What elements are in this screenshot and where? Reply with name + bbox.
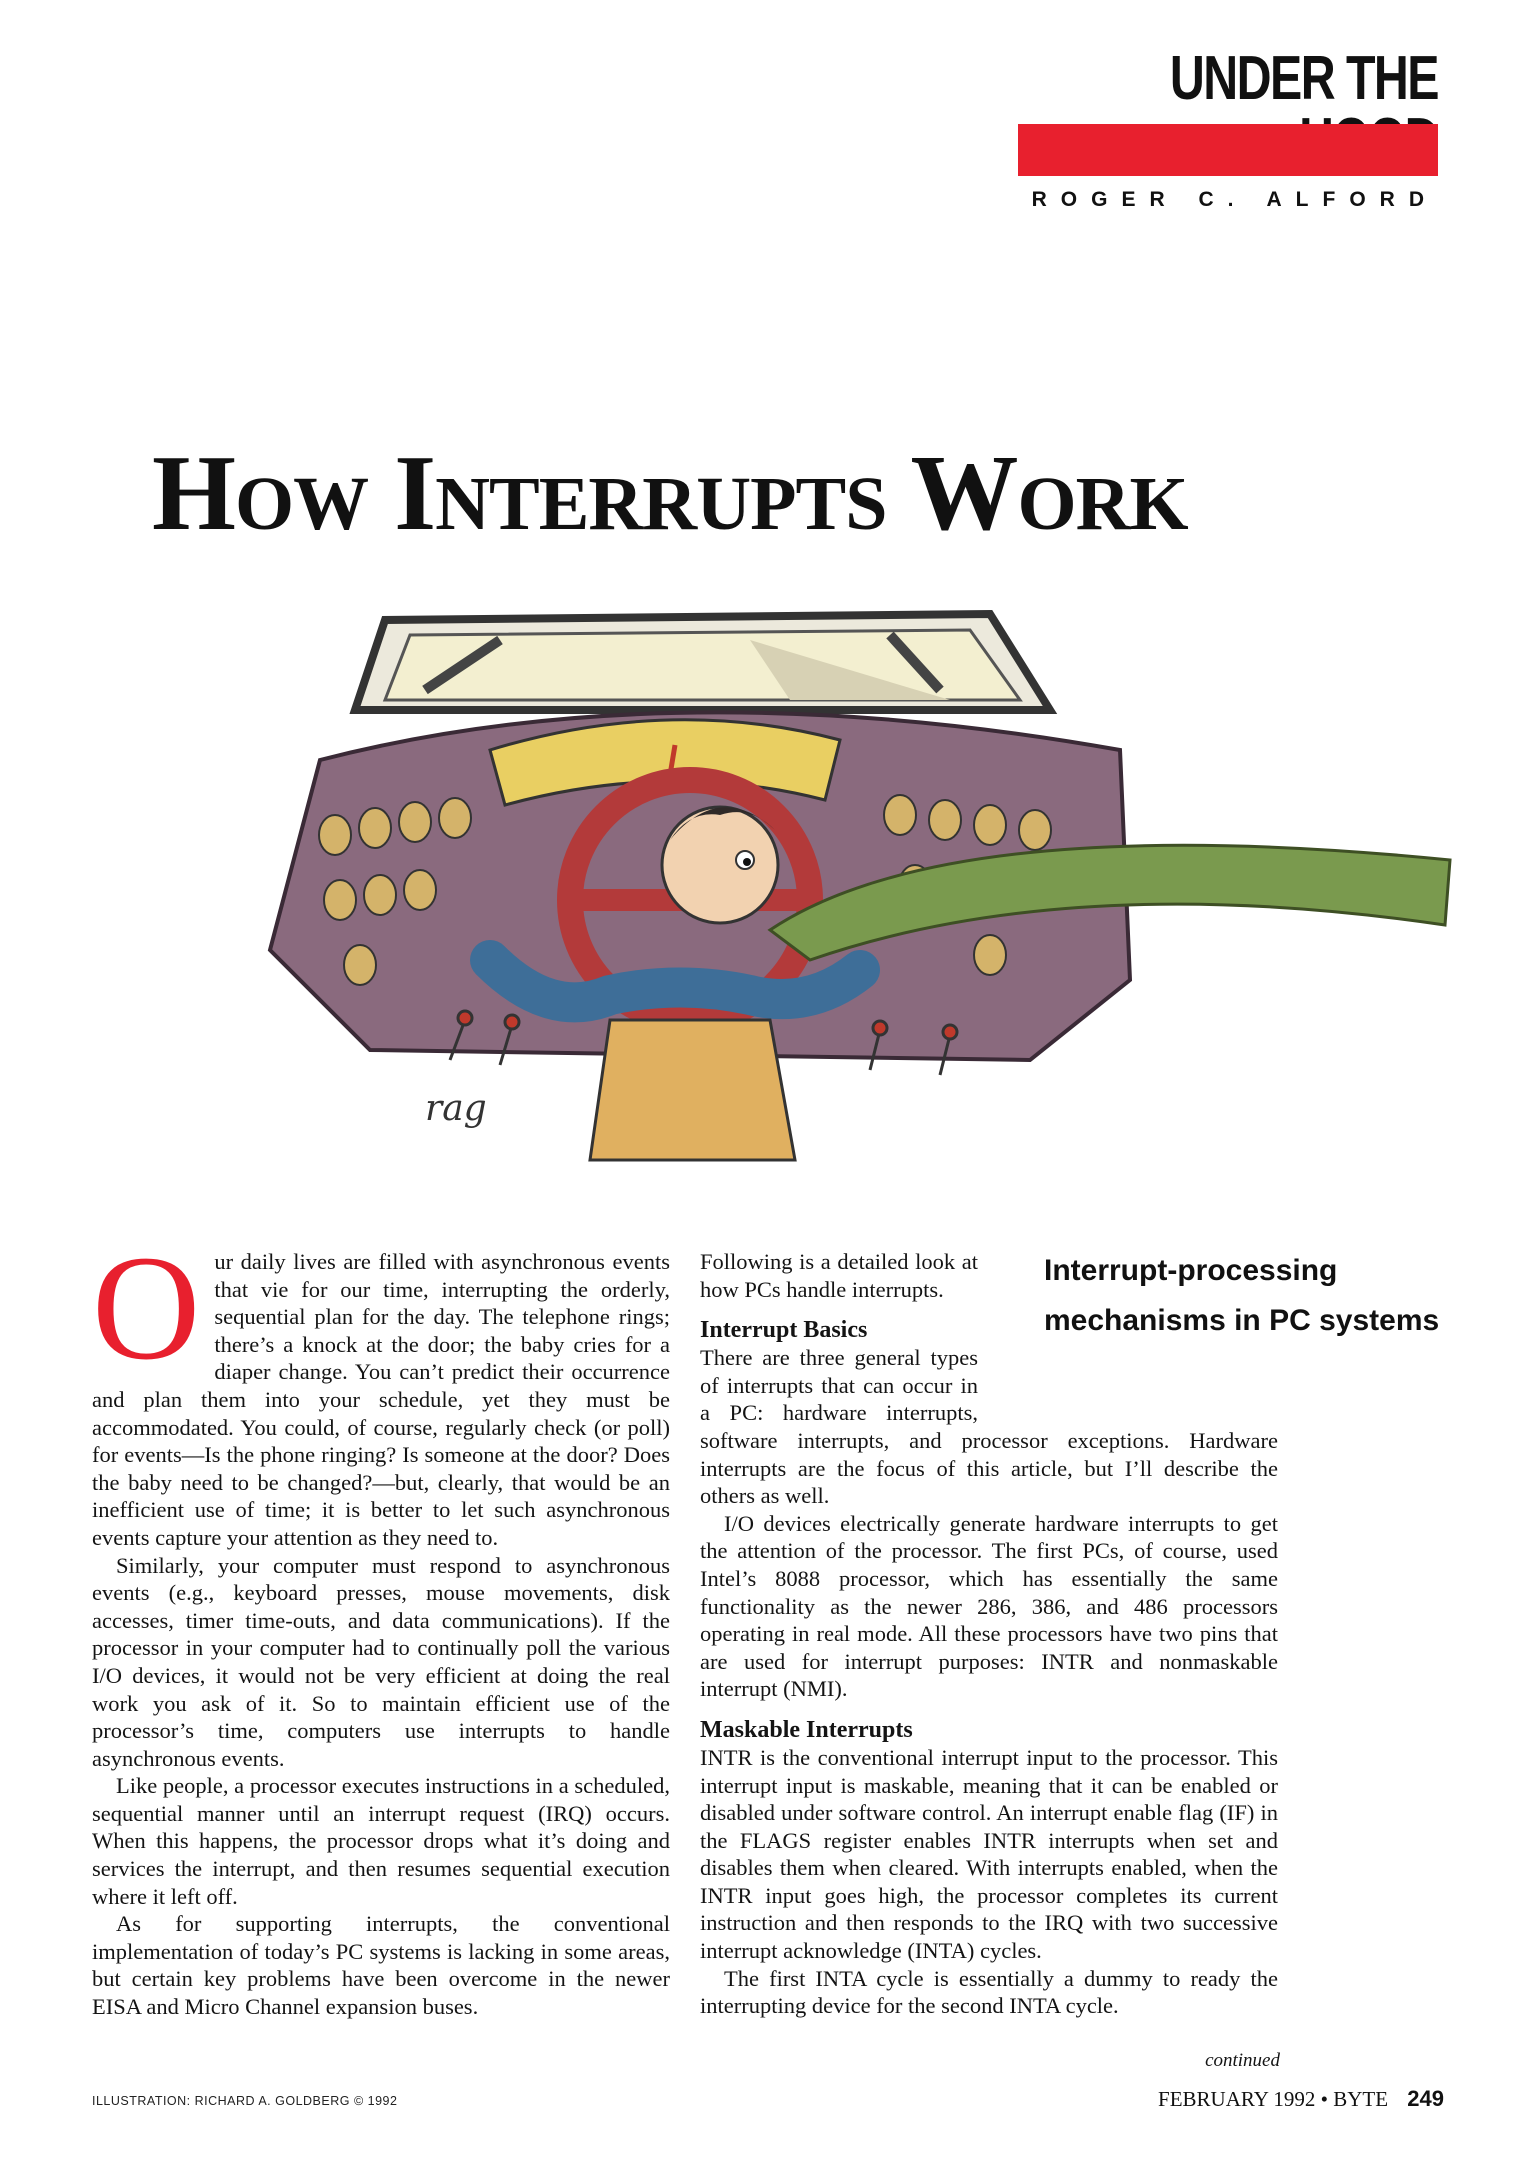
subhead-interrupt-basics: Interrupt Basics	[700, 1317, 868, 1344]
drop-cap: O	[92, 1225, 201, 1391]
column-2	[700, 1248, 1278, 2020]
paragraph: INTR is the conventional interrupt input to the processor. This interrupt input is maskable, meaning that it can be enabled or disabled under software control. An interrupt enable flag (IF) in the FLAGS register enables INTR interrupts when set and disables them when cleared. With interrupts enabled, when the INTR input goes high, the processor completes its current instruction and then responds to the IRQ with two successive interrupt acknowledge (INTA) cycles.	[700, 1744, 1278, 1964]
red-accent-bar	[1018, 124, 1438, 176]
paragraph: The first INTA cycle is essentially a dummy to ready the interrupting device for the second INTA cycle.	[700, 1965, 1278, 2019]
paragraph: There are three general types of interrupts that can occur in a PC: hardware interrupts, software interrupts, and processor exceptions. Hardware interrupts are the focus of this article, but I’ll describe the others as well.	[700, 1345, 1278, 1509]
article-deck: Interrupt-processing mechanisms in PC systems	[1044, 1254, 1440, 1337]
pilot-head	[662, 807, 778, 923]
headline: How Interrupts Work	[152, 434, 1188, 553]
windshield-glass	[385, 630, 1020, 700]
subhead-maskable-interrupts: Maskable Interrupts	[700, 1716, 913, 1743]
paragraph: Like people, a processor executes instructions in a scheduled, sequential manner until an interrupt request (IRQ) occurs. When this happens, the processor drops what it’s doing and services the interrupt, and then resumes sequential execution where it left off.	[92, 1773, 670, 1909]
column-label: UNDER THE	[1169, 44, 1438, 113]
deck-space	[978, 1248, 1278, 1418]
paragraph: As for supporting interrupts, the conventional implementation of today’s PC systems is lacking in some areas, but certain key problems have been overcome in the newer EISA and Micro Channel expansion buses.	[92, 1911, 670, 2020]
page-number: 249	[1407, 2086, 1444, 2111]
byline: ROGER C. ALFORD	[1031, 188, 1438, 211]
paragraph: ur daily lives are filled with asynchronous events that vie for our time, interrupting the orderly, sequential plan for the day. The telephone rings; there’s a knock at the door; the baby cries for a diaper change. You can’t predict their occurrence and plan them into your schedule, yet they must be accommodated. You could, of course, regularly check (or poll) for events—Is the phone ringing? Is someone at the door? Does the baby need to be changed?—but, clearly, that would be an inefficient use of time; it is better to let such asynchronous events capture your attention as they need to.	[92, 1249, 670, 1550]
paragraph: Similarly, your computer must respond to asynchronous events (e.g., keyboard presses, mouse movements, disk accesses, timer time-outs, and data communications). If the processor in your computer had to continually poll the various I/O devices, it would not be very efficient at doing the real work you ask of it. So to maintain efficient use of the processor’s time, computers use interrupts to handle asynchronous events.	[92, 1552, 670, 1771]
paragraph: I/O devices electrically generate hardware interrupts to get the attention of the processor. The first PCs, of course, used Intel’s 8088 processor, which has essentially the same functionality as the newer 286, 386, and 486 processors operating in real mode. All these processors have two pins that are used for interrupt purposes: INTR and nonmaskable interrupt (NMI).	[700, 1510, 1278, 1702]
column-1	[92, 1225, 670, 2021]
issue-label: FEBRUARY 1992 • BYTE	[1158, 2087, 1389, 2111]
pilot-seat	[590, 1020, 795, 1160]
illustration-cockpit	[250, 600, 1460, 1180]
page-footer	[1158, 2086, 1444, 2112]
paragraph: Following is a detailed look at how PCs handle interrupts.	[700, 1249, 978, 1302]
illustration-credit: ILLUSTRATION: RICHARD A. GOLDBERG © 1992	[92, 2094, 398, 2108]
artist-signature: rag	[425, 1088, 487, 1129]
continued-label: continued	[1205, 2050, 1280, 2071]
